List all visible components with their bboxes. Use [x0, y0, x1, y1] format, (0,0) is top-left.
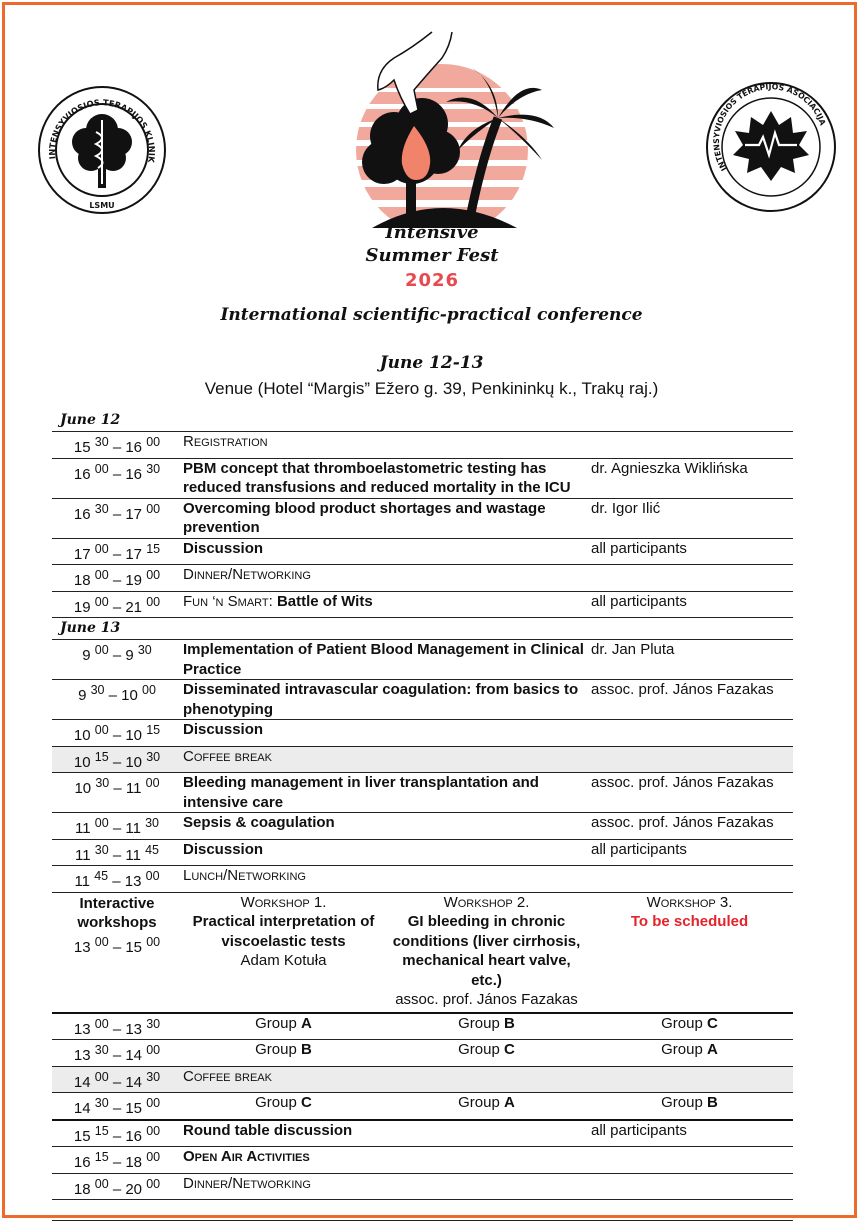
time-cell: 19 $^{00}$ – 21 $^{00}$: [73, 594, 161, 616]
table-row: [52, 1174, 793, 1201]
session-name: Registration: [183, 433, 268, 450]
speaker: assoc. prof. János Fazakas: [591, 774, 774, 791]
time-minutes: 30: [94, 842, 109, 857]
time-cell: 15 $^{30}$ – 16 $^{00}$: [73, 435, 161, 456]
table-row: [52, 720, 793, 747]
group-cell: [182, 1093, 385, 1119]
speaker: dr. Agnieszka Wiklińska: [591, 459, 748, 477]
time-minutes: 00: [94, 816, 109, 830]
workshop-title: To be scheduled: [630, 913, 749, 930]
time-minutes: 00: [146, 1096, 161, 1110]
speaker: all participants: [591, 840, 687, 858]
group-word: Group: [255, 1014, 301, 1032]
time-minutes: 00: [94, 643, 109, 657]
session-title: [182, 1067, 591, 1093]
table-row: [52, 640, 793, 680]
time-cell: 10 $^{15}$ – 10 $^{30}$: [73, 749, 161, 771]
group-letter: C: [301, 1094, 312, 1111]
time-cell: 11 $^{30}$ – 11 $^{45}$: [75, 842, 159, 864]
group-cell: [182, 1014, 385, 1040]
group-word: Group: [661, 1094, 707, 1111]
session-prefix: Fun ‘n Smart:: [183, 592, 277, 610]
session-title: [182, 592, 591, 618]
speaker: [591, 720, 793, 746]
speaker: assoc. prof. János Fazakas: [591, 814, 774, 831]
time-minutes: 00: [94, 1069, 109, 1084]
table-row: [52, 459, 793, 499]
session-title: [182, 840, 591, 866]
session-name: Disseminated intravascular coagulation: from basics to phenotyping: [183, 681, 579, 718]
day-label: June 12: [52, 410, 793, 432]
svg-text:LSMU: LSMU: [89, 201, 115, 210]
session-name: Round table discussion: [183, 1121, 353, 1139]
table-row: [52, 565, 793, 592]
session-title: [182, 1147, 591, 1173]
group-cell: [588, 1093, 791, 1119]
time-cell: 11 $^{00}$ – 11 $^{30}$: [75, 816, 159, 837]
time-minutes: 45: [94, 869, 109, 883]
fest-title-line1: Intensive: [385, 222, 479, 243]
time-minutes: 30: [137, 643, 152, 657]
session-name: Open Air Activities: [183, 1148, 310, 1165]
time-minutes: 00: [94, 461, 109, 476]
table-row: [52, 592, 793, 619]
speaker: [591, 432, 793, 458]
session-name: Bleeding management in liver transplantation and intensive care: [183, 774, 539, 811]
session-title: [182, 1174, 591, 1200]
table-row: [52, 773, 793, 813]
venue: Venue (Hotel “Margis” Ežero g. 39, Penkininkų k., Trakų raj.): [204, 379, 659, 398]
time-minutes: 00: [146, 501, 161, 516]
time-minutes: 30: [146, 749, 161, 764]
session-title: [182, 1121, 591, 1147]
table-row: [52, 747, 793, 774]
time-minutes: 00: [146, 934, 161, 949]
group-cell: [385, 1040, 588, 1066]
time-cell: 14 $^{00}$ – 14 $^{30}$: [73, 1069, 161, 1091]
time-cell: 16 $^{15}$ – 18 $^{00}$: [73, 1150, 161, 1171]
time-minutes: 00: [94, 541, 109, 556]
time-cell: 13 $^{00}$ – 13 $^{30}$: [73, 1016, 161, 1038]
time-minutes: 00: [146, 435, 161, 449]
session-title: [182, 747, 591, 773]
conference-title: International scientific-practical conference: [220, 305, 643, 325]
table-row: [52, 840, 793, 867]
time-cell: 9 $^{00}$ – 9 $^{30}$: [82, 643, 152, 664]
time-minutes: 30: [146, 461, 161, 476]
schedule-table: [52, 410, 793, 1221]
time-cell: 16 $^{00}$ – 16 $^{30}$: [73, 461, 161, 483]
group-letter: B: [504, 1014, 515, 1032]
workshop-heading: Workshop 1.: [240, 893, 327, 911]
group-cell: [588, 1040, 791, 1066]
speaker: [591, 866, 793, 892]
table-row: [52, 539, 793, 566]
group-word: Group: [661, 1014, 707, 1032]
workshops-label: Interactive workshops 13 $^{00}$ – 15 $^{00}$: [52, 893, 182, 1010]
session-title: [182, 720, 591, 746]
session-title: [182, 539, 591, 565]
speaker: [591, 1174, 793, 1200]
group-letter: A: [707, 1041, 718, 1058]
session-title: [182, 680, 591, 719]
time-cell: 17 $^{00}$ – 17 $^{15}$: [73, 541, 161, 563]
session-title: [182, 640, 591, 679]
session-name: PBM concept that thromboelastometric testing has reduced transfusions and reduced mortality in the ICU: [183, 459, 571, 496]
time-minutes: 00: [146, 1150, 161, 1164]
speaker: all participants: [591, 592, 687, 610]
table-row: [52, 866, 793, 893]
workshop-speaker: Adam Kotuła: [240, 952, 327, 969]
group-letter: A: [504, 1094, 515, 1111]
group-word: Group: [255, 1094, 301, 1111]
time-minutes: 30: [146, 1016, 161, 1031]
time-cell: 16 $^{30}$ – 17 $^{00}$: [73, 501, 161, 523]
session-title: [182, 499, 591, 538]
time-minutes: 00: [146, 1123, 161, 1138]
workshop-1: [182, 893, 385, 1010]
time-minutes: 00: [145, 776, 160, 790]
workshop-title: Practical interpretation of viscoelastic tests: [192, 913, 375, 950]
time-minutes: 00: [94, 594, 109, 609]
time-minutes: 00: [94, 723, 109, 737]
session-title: [182, 773, 591, 812]
group-row: [52, 1093, 793, 1121]
workshop-heading: Workshop 3.: [646, 893, 733, 911]
time-minutes: 30: [94, 1096, 109, 1110]
speaker: assoc. prof. János Fazakas: [591, 681, 774, 698]
group-word: Group: [458, 1041, 504, 1058]
session-name: Dinner/Networking: [183, 566, 311, 583]
workshop-2: [385, 893, 588, 1010]
conference-dates: June 12-13: [379, 353, 484, 373]
group-letter: C: [707, 1014, 718, 1032]
time-minutes: 00: [94, 1176, 109, 1191]
time-cell: 18 $^{00}$ – 19 $^{00}$: [73, 568, 161, 589]
group-cell: [385, 1093, 588, 1119]
group-letter: B: [301, 1041, 312, 1058]
speaker: dr. Jan Pluta: [591, 641, 675, 658]
time-minutes: 15: [94, 1123, 109, 1138]
time-cell: 14 $^{30}$ – 15 $^{00}$: [73, 1096, 161, 1117]
table-row: [52, 813, 793, 840]
time-cell: 13 $^{30}$ – 14 $^{00}$: [73, 1043, 161, 1064]
speaker: all participants: [591, 1121, 687, 1139]
time-minutes: 00: [94, 568, 109, 582]
session-name: Dinner/Networking: [183, 1174, 311, 1192]
time-cell: 15 $^{15}$ – 16 $^{00}$: [73, 1123, 161, 1145]
group-cell: [385, 1014, 588, 1040]
session-title: [182, 432, 591, 458]
group-cell: [182, 1040, 385, 1066]
association-logo: [705, 81, 837, 213]
time-minutes: 00: [146, 594, 161, 609]
time-cell: 18 $^{00}$ – 20 $^{00}$: [73, 1176, 161, 1198]
lsmu-clinic-logo: [36, 84, 168, 216]
speaker: [591, 1067, 793, 1093]
session-name: Battle of Wits: [276, 592, 373, 610]
day-label: June 13: [52, 618, 793, 640]
time-minutes: 15: [146, 723, 161, 737]
table-row: [52, 1067, 793, 1094]
time-minutes: 00: [146, 568, 161, 582]
group-word: Group: [661, 1041, 707, 1058]
session-name: Overcoming blood product shortages and wastage prevention: [183, 499, 546, 536]
session-title: [182, 565, 591, 591]
time-minutes: 30: [90, 683, 105, 697]
table-row: [52, 680, 793, 720]
time-cell: 10 $^{30}$ – 11 $^{00}$: [74, 776, 160, 797]
workshop-3: [588, 893, 791, 1010]
time-minutes: 00: [146, 1043, 161, 1057]
speaker: all participants: [591, 539, 687, 557]
time-minutes: 30: [94, 1043, 109, 1057]
time-minutes: 30: [145, 816, 159, 830]
table-row: [52, 432, 793, 459]
time-minutes: 15: [146, 541, 161, 556]
fest-year: 2026: [404, 270, 460, 291]
session-title: [182, 459, 591, 498]
workshop-speaker: assoc. prof. János Fazakas: [395, 991, 578, 1008]
speaker: [591, 565, 793, 591]
session-name: Coffee break: [183, 1067, 272, 1085]
table-row: [52, 1147, 793, 1174]
session-title: [182, 866, 591, 892]
time-minutes: 30: [95, 776, 110, 790]
session-name: Coffee break: [183, 747, 272, 765]
time-minutes: 30: [94, 435, 109, 449]
group-letter: A: [301, 1014, 312, 1032]
time-minutes: 00: [146, 1176, 161, 1191]
session-name: Discussion: [183, 539, 264, 557]
session-name: Discussion: [183, 840, 264, 858]
group-letter: B: [707, 1094, 718, 1111]
session-name: Sepsis & coagulation: [183, 814, 335, 831]
time-cell: 9 $^{30}$ – 10 $^{00}$: [78, 683, 156, 704]
workshops-row: [52, 893, 793, 1014]
time-minutes: 00: [145, 869, 160, 883]
session-name: Lunch/Networking: [183, 867, 306, 884]
table-row: [52, 1121, 793, 1148]
svg-text:INTENSYVIOSIOS TERAPIJOS KLINI: INTENSYVIOSIOS TERAPIJOS KLINIK: [46, 97, 158, 164]
table-row: [52, 499, 793, 539]
workshops-time: 13 $^{00}$ – 15 $^{00}$: [73, 934, 161, 956]
time-minutes: 00: [142, 683, 156, 697]
group-cell: [588, 1014, 791, 1040]
session-name: Discussion: [183, 721, 264, 738]
session-name: Implementation of Patient Blood Management in Clinical Practice: [183, 641, 584, 678]
time-cell: 11 $^{45}$ – 13 $^{00}$: [74, 869, 160, 890]
time-minutes: 30: [94, 501, 109, 516]
workshop-title: GI bleeding in chronic conditions (liver cirrhosis, mechanical heart valve, etc.): [392, 913, 581, 989]
speaker: dr. Igor Ilić: [591, 499, 661, 517]
fest-title-line2: Summer Fest: [365, 245, 499, 266]
time-minutes: 45: [145, 842, 159, 857]
speaker: [591, 1147, 793, 1173]
workshop-heading: Workshop 2.: [443, 893, 530, 911]
time-minutes: 00: [94, 934, 109, 949]
group-row: [52, 1014, 793, 1041]
group-letter: C: [504, 1041, 515, 1058]
group-word: Group: [458, 1094, 504, 1111]
group-word: Group: [255, 1041, 301, 1058]
time-minutes: 15: [94, 749, 109, 764]
group-row: [52, 1040, 793, 1067]
speaker: [591, 747, 793, 773]
time-minutes: 00: [94, 1016, 109, 1031]
svg-text:INTENSYVIOSIOS TERAPIJOS ASOCI: INTENSYVIOSIOS TERAPIJOS ASOCIACIJA: [711, 82, 828, 173]
time-minutes: 30: [146, 1069, 161, 1084]
time-cell: 10 $^{00}$ – 10 $^{15}$: [73, 723, 161, 744]
time-minutes: 15: [94, 1150, 109, 1164]
table-end-line: [52, 1200, 793, 1221]
group-word: Group: [458, 1014, 504, 1032]
session-title: [182, 813, 591, 839]
